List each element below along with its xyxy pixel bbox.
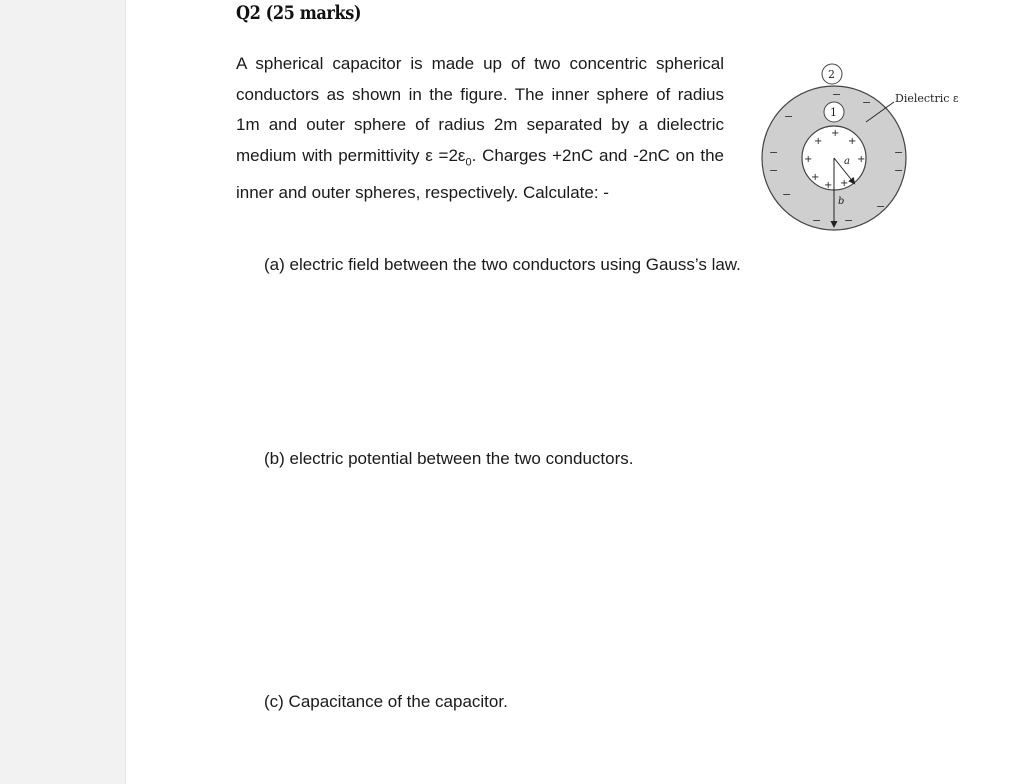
- plus-sign: +: [840, 178, 849, 189]
- minus-sign: −: [844, 214, 854, 227]
- dielectric-label: Dielectric ε: [895, 92, 959, 105]
- inner-label: 1: [830, 106, 837, 119]
- outer-label: 2: [828, 68, 835, 81]
- minus-sign: −: [812, 214, 822, 227]
- part-b-text: (b) electric potential between the two conductors.: [264, 449, 634, 468]
- plus-sign: +: [831, 128, 840, 139]
- plus-sign: +: [857, 154, 866, 165]
- minus-sign: −: [862, 96, 872, 109]
- question-title: Q2 (25 marks): [236, 2, 362, 24]
- left-margin: [0, 0, 126, 784]
- plus-sign: +: [811, 172, 820, 183]
- intro-text-1: A spherical capacitor is made up of two concentric spherical conductors as shown in the figure. The inner sphere of radius 1m and outer sphere of radius 2m separated by a dielectric medium with permittivity ε =2ε: [236, 54, 724, 165]
- minus-sign: −: [876, 200, 886, 213]
- plus-sign: +: [814, 136, 823, 147]
- plus-sign: +: [804, 154, 813, 165]
- minus-sign: −: [894, 146, 904, 159]
- minus-sign: −: [782, 188, 792, 201]
- part-a-text: (a) electric field between the two conductors using Gauss’s law.: [264, 255, 741, 274]
- minus-sign: −: [784, 110, 794, 123]
- minus-sign: −: [769, 164, 779, 177]
- minus-sign: −: [894, 164, 904, 177]
- question-intro: [236, 49, 724, 208]
- minus-sign: −: [769, 146, 779, 159]
- plus-sign: +: [848, 136, 857, 147]
- plus-sign: +: [824, 180, 833, 191]
- intro-text-2: . Charges +2nC and -2nC on the inner and outer spheres, respectively. Calculate: -: [236, 145, 725, 202]
- minus-sign: −: [832, 88, 842, 101]
- radius-a-label: a: [844, 156, 850, 167]
- part-c-text: (c) Capacitance of the capacitor.: [264, 692, 508, 711]
- document-page: [126, 0, 1024, 784]
- intro-subscript: 0: [465, 156, 472, 169]
- capacitor-figure: [756, 58, 956, 238]
- radius-b-label: b: [838, 196, 845, 207]
